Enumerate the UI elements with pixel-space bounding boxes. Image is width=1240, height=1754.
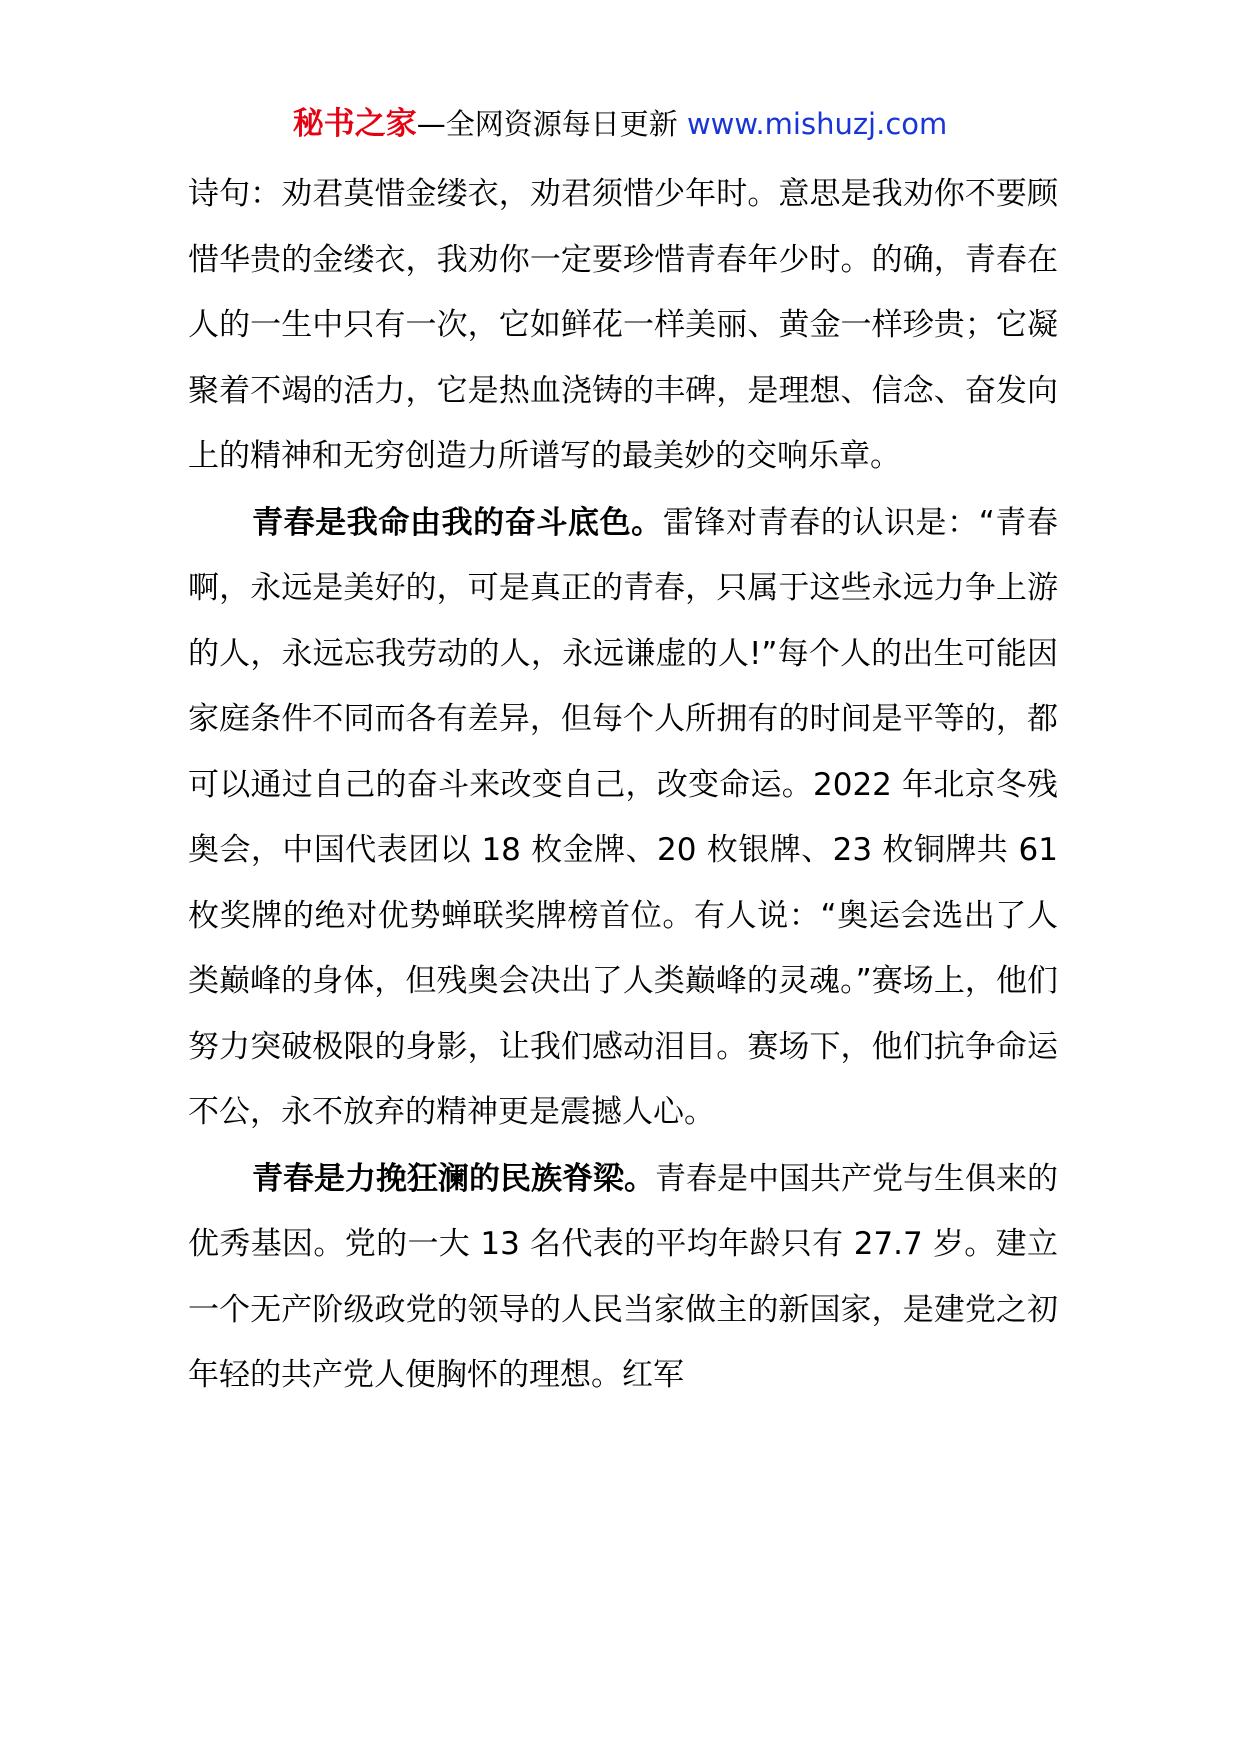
paragraph-struggle [188, 491, 1058, 1146]
brand-name: 秘书之家 [292, 106, 417, 142]
page-header [0, 102, 1240, 146]
paragraph-text: 青春是中国共产党与生俱来的优秀基因。党的一大 13 名代表的平均年龄只有 27.7 岁。建立一个无产阶级政党的领导的人民当家做主的新国家，是建党之初年轻的共产党人便胸怀的理想。红军 [188, 1160, 1058, 1393]
paragraph-intro [188, 162, 1058, 490]
paragraph-text: 诗句：劝君莫惜金缕衣，劝君须惜少年时。意思是我劝你不要顾惜华贵的金缕衣，我劝你一定要珍惜青春年少时。的确，青春在人的一生中只有一次，它如鲜花一样美丽、黄金一样珍贵；它凝聚着不竭的活力，它是热血浇铸的丰碑，是理想、信念、奋发向上的精神和无穷创造力所谱写的最美妙的交响乐章。 [188, 176, 1058, 474]
header-tagline: —全网资源每日更新 [416, 107, 687, 141]
document-body [188, 162, 1058, 1409]
paragraph-text: 雷锋对青春的认识是：“青春啊，永远是美好的，可是真正的青春，只属于这些永远力争上游的人，永远忘我劳动的人，永远谦虚的人!”每个人的出生可能因家庭条件不同而各有差异，但每个人所拥有的时间是平等的，都可以通过自己的奋斗来改变自己，改变命运。2022 年北京冬残奥会，中国代表团以 18 枚金牌、20 枚银牌、23 枚铜牌共 61 枚奖牌的绝对优势蝉联奖牌榜首位。有人说：“奥运会选出了人类巅峰的身体，但残奥会决出了人类巅峰的灵魂。”赛场上，他们努力突破极限的身影，让我们感动泪目。赛场下，他们抗争命运不公，永不放弃的精神更是震撼人心。 [188, 504, 1059, 1130]
paragraph-lead-heading: 青春是我命由我的奋斗底色。 [252, 504, 663, 541]
paragraph-backbone [188, 1147, 1058, 1409]
site-url-link[interactable]: www.mishuzj.com [686, 107, 948, 141]
paragraph-lead-heading: 青春是力挽狂澜的民族脊梁。 [252, 1160, 655, 1197]
